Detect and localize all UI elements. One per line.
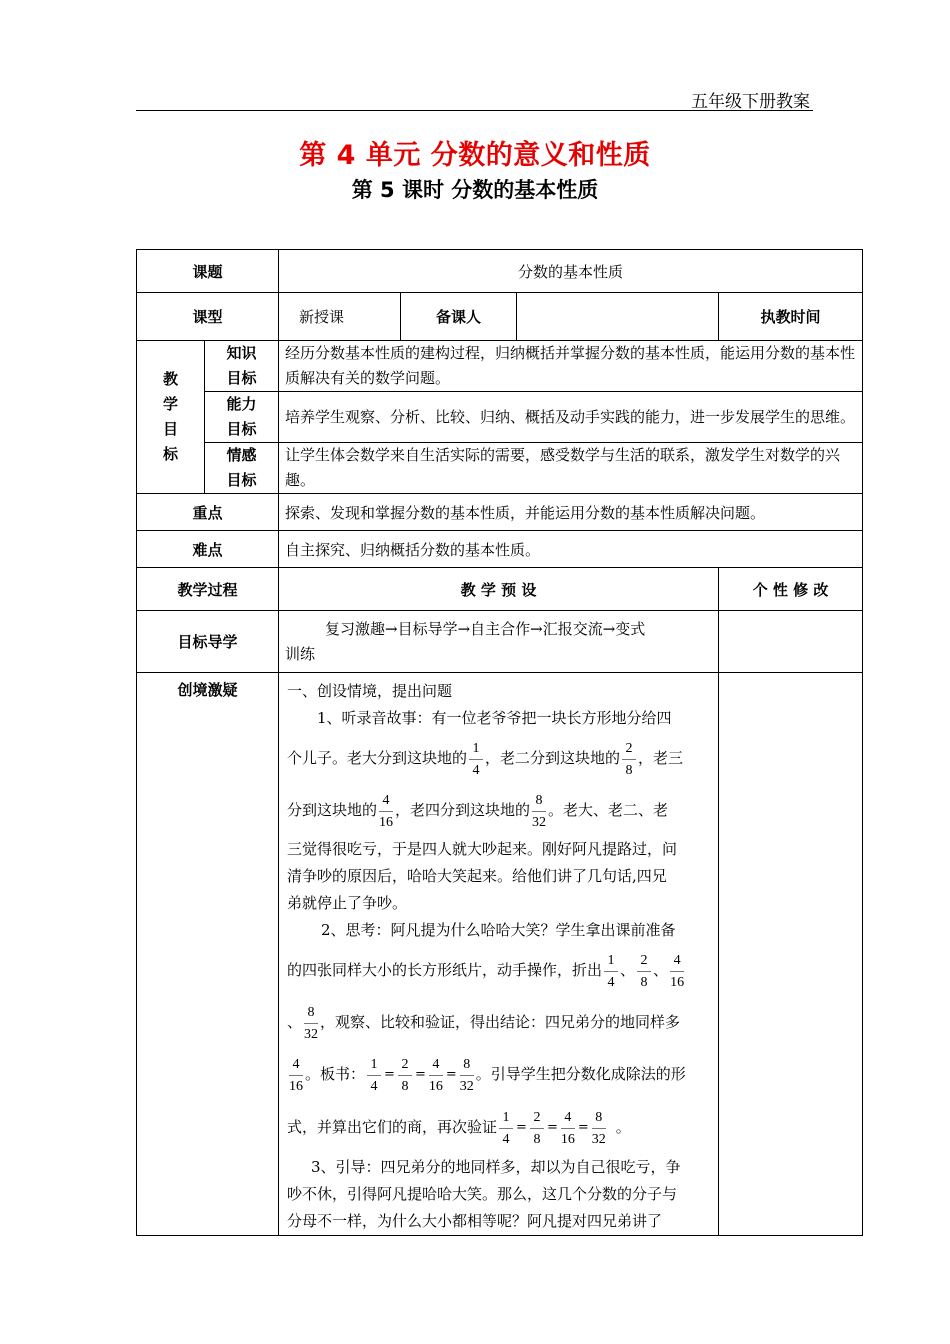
goal-knowledge-label: 知识 目标 <box>205 341 279 392</box>
fraction-8-32: $\frac{8}{32}$ <box>459 1056 474 1094</box>
fraction-1-4: $\frac{1}{4}$ <box>367 1056 381 1095</box>
goal-ability-label: 能力 目标 <box>205 392 279 443</box>
create-label: 创境激疑 <box>137 673 279 1236</box>
topic-label: 课题 <box>137 250 279 293</box>
fraction-4-16: $\frac{4}{16}$ <box>289 1056 304 1094</box>
section-title: 一、创设情境，提出问题 <box>287 682 453 700</box>
fraction-1-4: $\frac{1}{4}$ <box>469 740 483 779</box>
p2-line-5: 式，并算出它们的商，再次验证 $\frac{1}{4}$ = $\frac{2}{8}$ = $\frac{4}{16}$ = $\frac{8}{32}$ 。 <box>287 1109 631 1147</box>
goals-label: 教 学 目 标 <box>137 341 205 494</box>
goal-emotion-label: 情感 目标 <box>205 443 279 494</box>
fraction-8-32: $\frac{8}{32}$ <box>591 1109 606 1147</box>
key-text: 探索、发现和掌握分数的基本性质，并能运用分数的基本性质解决问题。 <box>279 494 863 531</box>
preparer-label: 备课人 <box>401 293 517 341</box>
guide-label: 目标导学 <box>137 611 279 673</box>
p3-line-1: 3、引导：四兄弟分的地同样多，却以为自己很吃亏，争 <box>311 1158 681 1176</box>
difficulty-text: 自主探究、归纳概括分数的基本性质。 <box>279 531 863 568</box>
goal-row-knowledge <box>137 341 863 392</box>
p1-line-3: 分到这块地的 $\frac{4}{16}$ ，老四分到这块地的 $\frac{8}{32}$ 。老大、老二、老 <box>287 792 669 830</box>
fraction-2-8: $\frac{2}{8}$ <box>637 952 651 991</box>
key-row <box>137 494 863 531</box>
lesson-plan-table <box>136 249 863 1236</box>
difficulty-row <box>137 531 863 568</box>
p3-line-2: 吵不休，引得阿凡提哈哈大笑。那么，这几个分数的分子与 <box>287 1185 678 1203</box>
fraction-4-16: $\frac{4}{16}$ <box>670 952 685 990</box>
topic-row <box>137 250 863 293</box>
key-label: 重点 <box>137 494 279 531</box>
create-personal <box>719 673 863 1236</box>
p1-line-5: 清争吵的原因后，哈哈大笑起来。给他们讲了几句话,四兄 <box>287 867 667 885</box>
guide-row <box>137 611 863 673</box>
design-label: 教 学 预 设 <box>279 568 719 611</box>
fraction-8-32: $\frac{8}{32}$ <box>532 792 547 830</box>
goal-knowledge-text: 经历分数基本性质的建构过程，归纳概括并掌握分数的基本性质，能运用分数的基本性质解决有关的数学问题。 <box>279 341 863 392</box>
process-label: 教学过程 <box>137 568 279 611</box>
page-header-text: 五年级下册教案 <box>691 92 810 112</box>
p1-line-4: 三觉得很吃亏，于是四人就大吵起来。刚好阿凡提路过，问 <box>287 840 678 858</box>
difficulty-label: 难点 <box>137 531 279 568</box>
fraction-2-8: $\frac{2}{8}$ <box>622 740 636 779</box>
p2-line-3: 、 $\frac{8}{32}$ ，观察、比较和验证，得出结论：四兄弟分的地同样多 <box>287 1004 681 1042</box>
type-value: 新授课 <box>279 293 401 341</box>
fraction-4-16: $\frac{4}{16}$ <box>379 792 394 830</box>
goal-emotion-text: 让学生体会数学来自生活实际的需要，感受数学与生活的联系，激发学生对数学的兴趣。 <box>279 443 863 494</box>
guide-text: 复习激趣→目标导学→自主合作→汇报交流→变式 训练 <box>279 611 719 673</box>
process-header-row <box>137 568 863 611</box>
fraction-4-16: $\frac{4}{16}$ <box>428 1056 443 1094</box>
fraction-2-8: $\frac{2}{8}$ <box>530 1109 544 1148</box>
fraction-1-4: $\frac{1}{4}$ <box>499 1109 513 1148</box>
create-row <box>137 673 863 1236</box>
p1-line-2: 个儿子。老大分到这块地的 $\frac{1}{4}$ ，老二分到这块地的 $\frac{2}{8}$ ，老三 <box>287 740 684 778</box>
p2-line-4: $\frac{4}{16}$ 。板书： $\frac{1}{4}$ = $\frac{2}{8}$ = $\frac{4}{16}$ = $\frac{8}{32}$ 。引导学生把分数化成除法的形 <box>289 1056 686 1094</box>
type-row <box>137 293 863 341</box>
p2-line-1: 2、思考：阿凡提为什么哈哈大笑？学生拿出课前准备 <box>321 921 676 939</box>
preparer-value <box>517 293 719 341</box>
create-content <box>279 673 719 1236</box>
type-label: 课型 <box>137 293 279 341</box>
unit-title: 第 4 单元 分数的意义和性质 <box>299 140 651 171</box>
fraction-2-8: $\frac{2}{8}$ <box>398 1056 412 1095</box>
fraction-1-4: $\frac{1}{4}$ <box>604 952 618 991</box>
p1-line-1: 1、听录音故事：有一位老爷爷把一块长方形地分给四 <box>317 709 672 727</box>
fraction-8-32: $\frac{8}{32}$ <box>304 1004 319 1042</box>
teach-time-label: 执教时间 <box>719 293 863 341</box>
p2-line-2: 的四张同样大小的长方形纸片，动手操作，折出 $\frac{1}{4}$ 、 $\frac{2}{8}$ 、 $\frac{4}{16}$ <box>287 952 685 990</box>
personal-label: 个 性 修 改 <box>719 568 863 611</box>
header-rule <box>136 110 813 111</box>
lesson-title: 第 5 课时 分数的基本性质 <box>351 178 599 202</box>
goal-row-emotion <box>137 443 863 494</box>
p1-line-6: 弟就停止了争吵。 <box>287 894 408 912</box>
goal-ability-text: 培养学生观察、分析、比较、归纳、概括及动手实践的能力，进一步发展学生的思维。 <box>279 392 863 443</box>
goal-row-ability <box>137 392 863 443</box>
guide-personal <box>719 611 863 673</box>
topic-value: 分数的基本性质 <box>279 250 863 293</box>
p3-line-3: 分母不一样，为什么大小都相等呢？阿凡提对四兄弟讲了 <box>287 1212 663 1230</box>
fraction-4-16: $\frac{4}{16}$ <box>560 1109 575 1147</box>
